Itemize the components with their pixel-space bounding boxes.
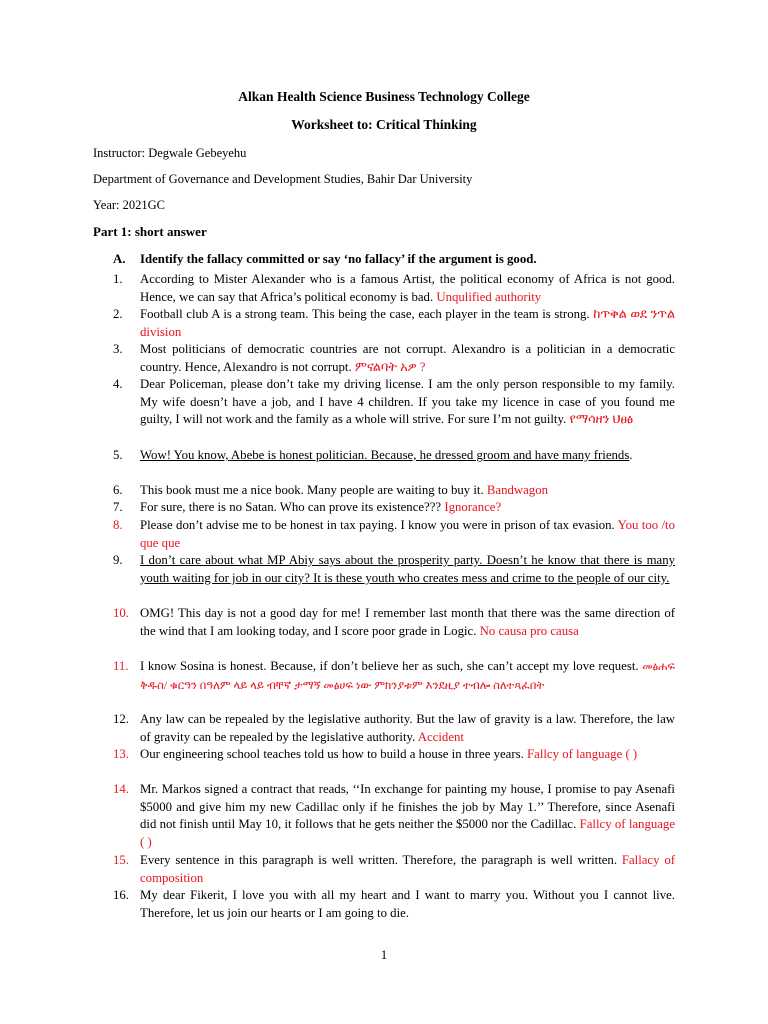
year-line: Year: 2021GC: [93, 198, 165, 212]
item-number: 15.: [113, 853, 129, 867]
item-number: 16.: [113, 888, 129, 902]
item-text: I know Sosina is honest. Because, if don’t believe her as such, she can’t accept my love request. መፅሐፍ ቅዱስ/ ቁርዓን በዓለም ላይ ላይ ብቸኛ ታማኝ መፅሀፍ ነው ምክንያቱም እንደዚያ ተብሎ ስለተጻፈበት: [140, 659, 675, 692]
section-label: A.: [113, 252, 126, 266]
page-number: 1: [380, 948, 388, 962]
item-text: Please don’t advise me to be honest in tax paying. I know you were in prison of tax evasion. You too /to que que: [140, 518, 675, 550]
answer-text: ምናልባት አዎ ?: [354, 359, 426, 374]
item-number: 13.: [113, 747, 129, 761]
instructor-line: Instructor: Degwale Gebeyehu: [93, 146, 247, 160]
item-text: OMG! This day is not a good day for me! I remember last month that there was the same direction of the wind that I am looking today, and I score poor grade in Logic. No causa pro causa: [140, 606, 675, 638]
answer-text: ከጥቅል ወደ ንጥል division: [140, 307, 676, 339]
item-number: 9.: [113, 553, 123, 567]
item-text: This book must me a nice book. Many people are waiting to buy it. Bandwagon: [140, 483, 549, 497]
item-number: 2.: [113, 307, 123, 321]
answer-text: Unqulified authority: [436, 289, 542, 304]
item-text: My dear Fikerit, I love you with all my heart and I want to marry you. Without you I cannot live. Therefore, let us join our hearts or I am going to die.: [140, 888, 675, 920]
item-number: 4.: [113, 377, 123, 391]
answer-text: የማሳዘን ህፀፅ: [569, 412, 634, 427]
item-number: 5.: [113, 448, 123, 462]
answer-text: .: [629, 448, 633, 462]
item-number: 6.: [113, 483, 123, 497]
worksheet-title: Worksheet to: Critical Thinking: [291, 117, 477, 132]
item-number: 12.: [113, 712, 129, 726]
answer-text: Accident: [417, 729, 464, 744]
section-text: Identify the fallacy committed or say ‘no fallacy’ if the argument is good.: [140, 252, 537, 266]
item-text: Football club A is a strong team. This being the case, each player in the team is strong. ከጥቅል ወደ ንጥል division: [140, 307, 676, 339]
item-text: Any law can be repealed by the legislative authority. But the law of gravity is a law. Therefore, the law of gravity can be repealed by the legislative authority. Accident: [140, 712, 675, 744]
college-title: Alkan Health Science Business Technology College: [238, 89, 530, 104]
item-number: 8.: [113, 518, 123, 532]
answer-text: Fallacy of composition: [140, 853, 675, 885]
answer-text: Fallcy of language ( ): [527, 747, 638, 761]
item-text: Mr. Markos signed a contract that reads, ‘‘In exchange for painting my house, I promise to pay Asenafi $5000 and give him my new Cadillac only if he finishes the job by May 1.’’ Therefore, since Asenafi did not finish until May 10, it follows that he gets neither the $5000 nor the Cadillac. Fallcy of language ( ): [140, 782, 676, 850]
item-text: Wow! You know, Abebe is honest politician. Because, he dressed groom and have many friends.: [140, 448, 633, 462]
answer-text: መፅሐፍ ቅዱስ/ ቁርዓን በዓለም ላይ ላይ ብቸኛ ታማኝ መፅሀፍ ነው ምክንያቱም እንደዚያ ተብሎ ስለተጻፈበት: [140, 661, 675, 692]
item-text: For sure, there is no Satan. Who can prove its existence??? Ignorance?: [140, 500, 502, 514]
item-number: 11.: [113, 659, 129, 673]
department-line: Department of Governance and Development Studies, Bahir Dar University: [93, 172, 473, 186]
item-text: Our engineering school teaches told us how to build a house in three years. Fallcy of language ( ): [140, 747, 638, 761]
answer-text: Bandwagon: [486, 483, 549, 497]
item-number: 10.: [113, 606, 129, 620]
answer-text: No causa pro causa: [479, 623, 579, 638]
answer-text: You too /to que que: [140, 518, 675, 550]
item-text: I don’t care about what MP Abiy says about the prosperity party. Doesn’t he know that there is many youth waiting for job in our city? It is these youth who creates mess and crime to the people of our city.: [140, 553, 675, 585]
item-text: Most politicians of democratic countries are not corrupt. Alexandro is a politician in a democratic country. Hence, Alexandro is not corrupt. ምናልባት አዎ ?: [140, 342, 675, 374]
answer-text: Ignorance?: [444, 500, 502, 514]
answer-text: Fallcy of language ( ): [140, 817, 676, 850]
part-title: Part 1: short answer: [93, 224, 207, 239]
section-heading: [113, 252, 537, 267]
item-number: 1.: [113, 272, 123, 286]
item-text: Dear Policeman, please don’t take my driving license. I am the only person responsible to my family. My wife doesn’t have a job, and I have 4 children. If you take my licence in case of you found me guilty, I will not work and the family as a whole will strive. For sure I’m not guilty. የማሳዘን ህፀፅ: [140, 377, 675, 427]
item-text: According to Mister Alexander who is a famous Artist, the political economy of Africa is not good. Hence, we can say that Africa’s political economy is bad. Unqulified authority: [140, 272, 675, 304]
item-number: 7.: [113, 500, 123, 514]
item-number: 14.: [113, 782, 129, 796]
item-text: Every sentence in this paragraph is well written. Therefore, the paragraph is well written. Fallacy of composition: [140, 853, 675, 885]
item-number: 3.: [113, 342, 123, 356]
